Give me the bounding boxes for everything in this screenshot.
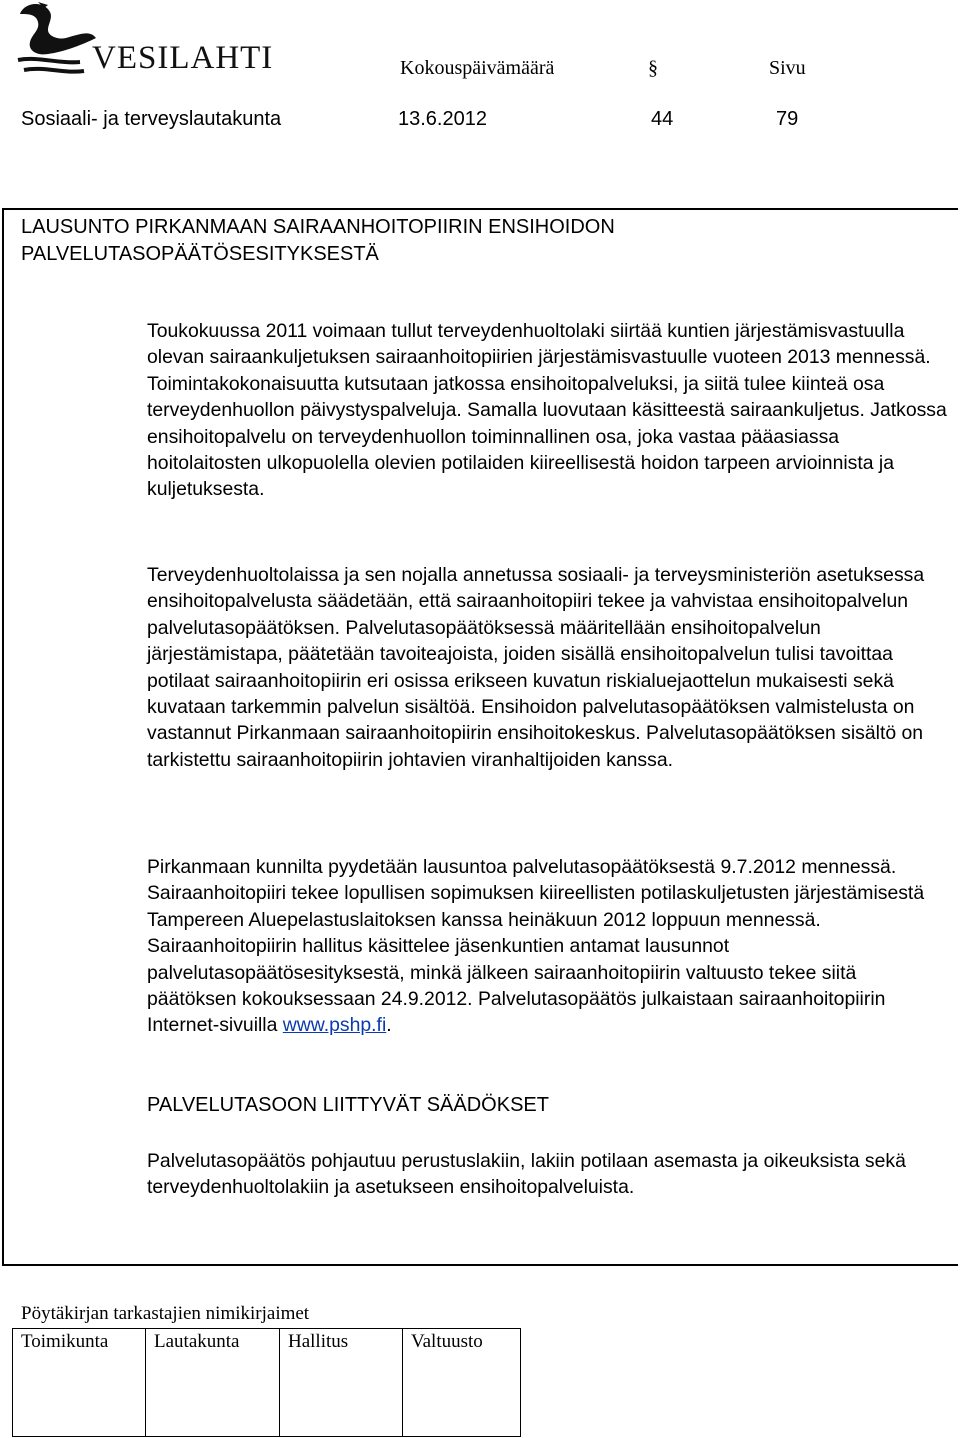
section-mark-label: § xyxy=(648,57,658,79)
page-label: Sivu xyxy=(769,57,806,79)
page-number: 79 xyxy=(776,108,799,130)
section-heading: PALVELUTASOON LIITTYVÄT SÄÄDÖKSET xyxy=(147,1094,549,1116)
title-line-1: LAUSUNTO PIRKANMAAN SAIRAANHOITOPIIRIN ENSIHOIDON xyxy=(21,216,615,238)
paragraph-3-end: . xyxy=(386,1014,392,1037)
paragraph-2-text: Terveydenhuoltolaissa ja sen nojalla annetussa sosiaali- ja terveysministeriön asetuksessa ensihoitopalvelusta säädetään, että sairaanhoitopiiri tekee ja vahvistaa ensihoitopalvelun palvelutasopäätöksen. Palvelutasopäätöksessä määritellään ensihoitopalvelun järjestämistapa, päätetään tavoiteajoista, joiden sisällä ensihoitopalvelun tulisi tavoittaa potilaat sairaanhoitopiirin eri osissa erikseen kuvatun riskialuejaottelun mukaisesti sekä kuvataan tarkemmin palvelun sisältöä. Ensihoidon palvelutasopäätöksen valmistelusta on vastannut Pirkanmaan sairaanhoitopiirin ensihoitokeskus. Palvelutasopäätöksen sisältö on tarkistettu sairaanhoitopiirin johtavien viranhaltijoiden kanssa. xyxy=(147,564,925,771)
paragraph-4-text: Palvelutasopäätös pohjautuu perustuslakiin, lakiin potilaan asemasta ja oikeuksista sekä terveydenhuoltolakiin ja asetukseen ensihoitopalveluista. xyxy=(147,1150,906,1199)
paragraph-4 xyxy=(147,1148,947,1201)
paragraph-2 xyxy=(147,562,947,773)
organ-name: Sosiaali- ja terveyslautakunta xyxy=(21,108,282,130)
signature-cell-valtuusto: Valtuusto xyxy=(403,1329,521,1437)
title-line-2: PALVELUTASOPÄÄTÖSESITYKSESTÄ xyxy=(21,243,379,265)
signature-cell-lautakunta: Lautakunta xyxy=(146,1329,280,1437)
paragraph-3-text: Pirkanmaan kunnilta pyydetään lausuntoa palvelutasopäätöksestä 9.7.2012 mennessä. Sairaanhoitopiiri tekee lopullisen sopimuksen kiireellisten potilaskuljetusten järjestämisestä Tampereen Aluepelastuslaitoksen kanssa heinäkuun 2012 loppuun mennessä. Sairaanhoitopiirin hallitus käsittelee jäsenkuntien antamat lausunnot palvelutasopäätösesityksestä, minkä jälkeen sairaanhoitopiirin valtuusto tekee siitä päätöksen kokouksessaan 24.9.2012. Palvelutasopäätös julkaistaan sairaanhoitopiirin Internet-sivuilla xyxy=(147,856,925,1037)
signature-cell-hallitus: Hallitus xyxy=(280,1329,403,1437)
paragraph-3 xyxy=(147,854,947,1039)
date-label: Kokouspäivämäärä xyxy=(400,57,555,79)
signature-caption: Pöytäkirjan tarkastajien nimikirjaimet xyxy=(21,1303,310,1324)
signature-table xyxy=(12,1328,521,1437)
logo-text: VESILAHTI xyxy=(92,40,274,76)
signature-cell-toimikunta: Toimikunta xyxy=(13,1329,146,1437)
pshp-link[interactable]: www.pshp.fi xyxy=(282,1014,387,1037)
paragraph-1 xyxy=(147,318,947,503)
meeting-date: 13.6.2012 xyxy=(398,108,487,130)
paragraph-1-text: Toukokuussa 2011 voimaan tullut terveydenhuoltolaki siirtää kuntien järjestämisvastuulla olevan sairaankuljetuksen sairaanhoitopiirien järjestämisvastuulle vuoteen 2013 mennessä. Toimintakokonaisuutta kutsutaan jatkossa ensihoitopalveluksi, ja siitä tulee kiinteä osa terveydenhuollon päivystyspalveluja. Samalla luovutaan käsitteestä sairaankuljetus. Jatkossa ensihoitopalvelu on terveydenhuollon toiminnallinen osa, joka vastaa pääasiassa hoitolaitosten ulkopuolella olevien potilaiden kiireellisestä hoidon tarpeen arvioinnista ja kuljetuksesta. xyxy=(147,320,947,501)
section-number: 44 xyxy=(651,108,674,130)
document-title xyxy=(21,214,615,268)
